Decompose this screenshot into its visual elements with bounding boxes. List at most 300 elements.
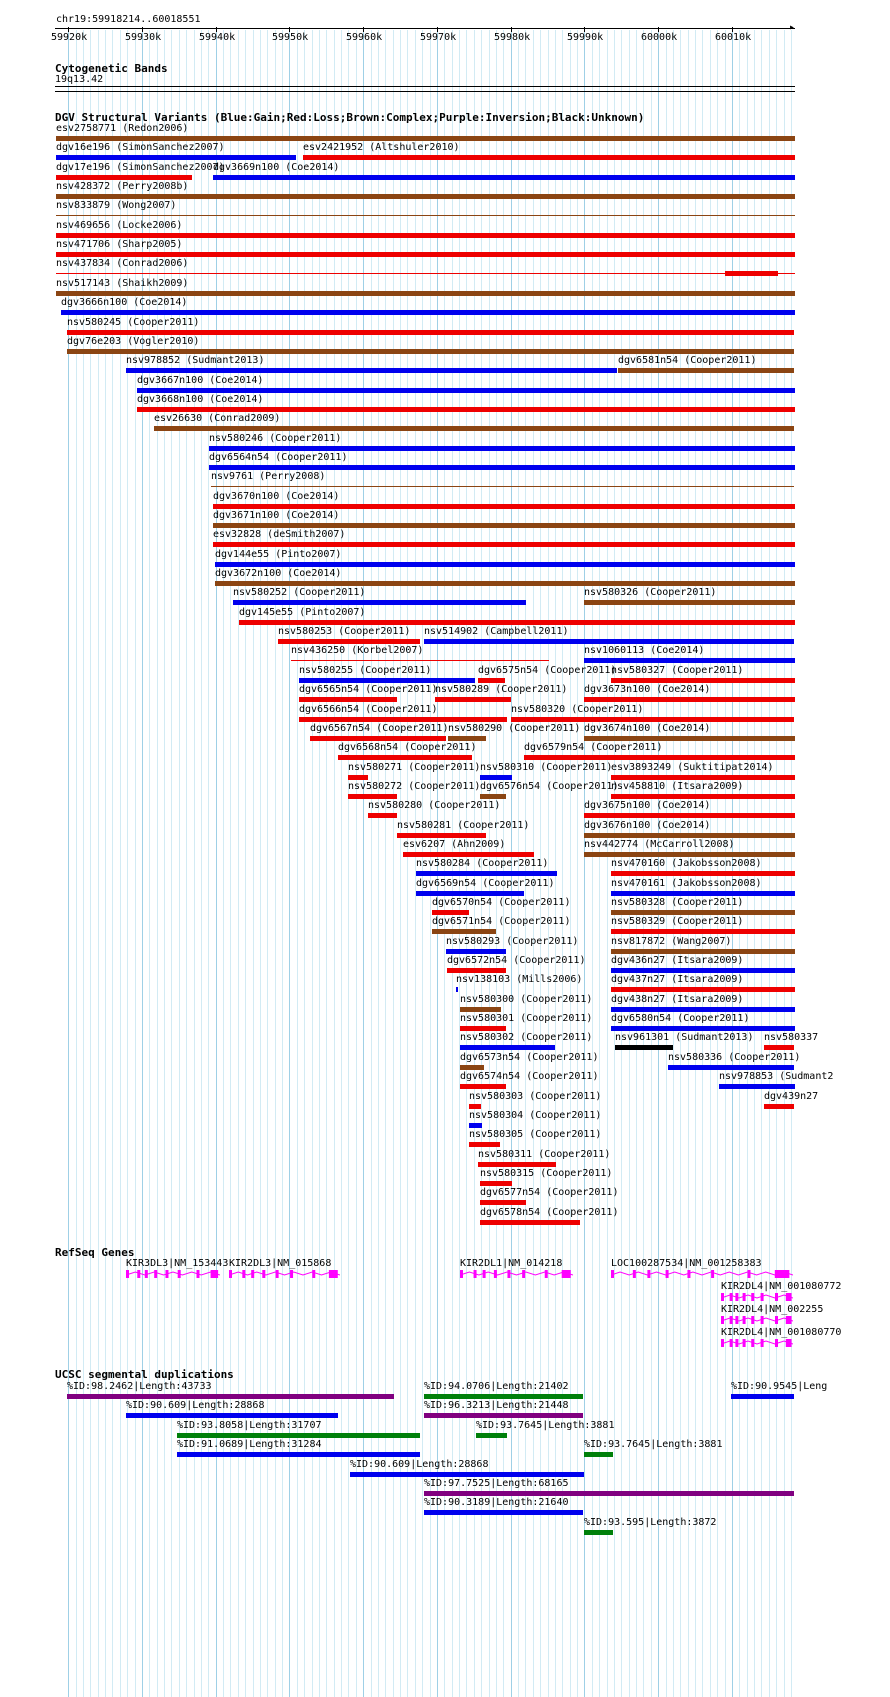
variant-label[interactable]: esv2421952 (Altshuler2010) (303, 142, 460, 153)
variant-label[interactable]: nsv580326 (Cooper2011) (584, 587, 717, 598)
variant-label[interactable]: dgv17e196 (SimonSanchez2007) (56, 162, 225, 173)
variant-label[interactable]: nsv580305 (Cooper2011) (469, 1129, 602, 1140)
variant-label[interactable]: nsv580252 (Cooper2011) (233, 587, 366, 598)
variant-bar[interactable] (213, 542, 795, 547)
variant-bar[interactable] (213, 523, 795, 528)
variant-bar[interactable] (213, 504, 795, 509)
variant-bar[interactable] (416, 871, 557, 876)
variant-bar[interactable] (56, 273, 795, 274)
variant-label[interactable]: dgv6571n54 (Cooper2011) (432, 916, 571, 927)
variant-bar[interactable] (764, 1104, 794, 1109)
variant-label[interactable]: dgv3669n100 (Coe2014) (213, 162, 340, 173)
gene-label[interactable]: KIR2DL4|NM_002255 (721, 1304, 824, 1315)
gene-exon (137, 1270, 140, 1278)
variant-bar[interactable] (303, 155, 795, 160)
variant-label[interactable]: nsv580245 (Cooper2011) (67, 317, 200, 328)
dgv-title: DGV Structural Variants (Blue:Gain;Red:Loss;Brown:Complex;Purple:Inversion;Black:Unknown) (55, 111, 645, 124)
gene-exon (775, 1270, 790, 1278)
gene-exon (229, 1270, 232, 1278)
gene-exon (290, 1270, 293, 1278)
variant-bar[interactable] (213, 175, 795, 180)
tick-label: 60000k (641, 32, 678, 43)
variant-label[interactable]: dgv6567n54 (Cooper2011) (310, 723, 449, 734)
variant-label[interactable]: nsv580329 (Cooper2011) (611, 916, 744, 927)
segdup-label[interactable]: %ID:98.2462|Length:43733 (67, 1381, 212, 1392)
segdup-bar[interactable] (476, 1433, 507, 1438)
variant-bar[interactable] (480, 1200, 526, 1205)
gene-exon (197, 1270, 200, 1278)
variant-bar[interactable] (56, 233, 795, 238)
variant-bar[interactable] (584, 658, 795, 663)
refseq-title: RefSeq Genes (55, 1246, 135, 1259)
segdup-bar[interactable] (584, 1530, 613, 1535)
variant-label[interactable]: dgv6569n54 (Cooper2011) (416, 878, 555, 889)
variant-label[interactable]: nsv833879 (Wong2007) (56, 200, 177, 211)
variant-label[interactable]: nsv580310 (Cooper2011) (480, 762, 613, 773)
variant-bar[interactable] (209, 465, 795, 470)
variant-bar[interactable] (584, 736, 795, 741)
gene-exon (711, 1270, 714, 1278)
variant-label[interactable]: dgv6581n54 (Cooper2011) (618, 355, 757, 366)
variant-label[interactable]: nsv580302 (Cooper2011) (460, 1032, 593, 1043)
variant-label[interactable]: dgv144e55 (Pinto2007) (215, 549, 342, 560)
variant-label[interactable]: nsv458810 (Itsara2009) (611, 781, 744, 792)
variant-label[interactable]: nsv580284 (Cooper2011) (416, 858, 549, 869)
variant-label[interactable]: nsv961301 (Sudmant2013) (615, 1032, 754, 1043)
variant-bar[interactable] (291, 660, 549, 661)
variant-label[interactable]: esv3893249 (Suktitipat2014) (611, 762, 774, 773)
cytoband-line-bottom (55, 91, 795, 92)
variant-label[interactable]: dgv3673n100 (Coe2014) (584, 684, 711, 695)
variant-bar[interactable] (368, 813, 397, 818)
segdup-title: UCSC segmental duplications (55, 1368, 234, 1381)
gene-exon (721, 1339, 724, 1347)
variant-label[interactable]: nsv580300 (Cooper2011) (460, 994, 593, 1005)
variant-label[interactable]: dgv76e203 (Vogler2010) (67, 336, 200, 347)
variant-bar[interactable] (611, 968, 795, 973)
segdup-label[interactable]: %ID:94.0706|Length:21402 (424, 1381, 569, 1392)
variant-label[interactable]: dgv6579n54 (Cooper2011) (524, 742, 663, 753)
variant-bar[interactable] (416, 891, 524, 896)
variant-label[interactable]: nsv817872 (Wang2007) (611, 936, 732, 947)
variant-bar[interactable] (447, 968, 506, 973)
variant-bar[interactable] (56, 291, 795, 296)
variant-bar[interactable] (211, 486, 794, 487)
variant-bar[interactable] (611, 949, 795, 954)
variant-bar[interactable] (278, 639, 420, 644)
variant-bar[interactable] (469, 1104, 481, 1109)
variant-label[interactable]: nsv437834 (Conrad2006) (56, 258, 189, 269)
gene-label[interactable]: KIR2DL1|NM_014218 (460, 1258, 563, 1269)
segdup-label[interactable]: %ID:93.595|Length:3872 (584, 1517, 717, 1528)
gene-label[interactable]: LOC100287534|NM_001258383 (611, 1258, 762, 1269)
variant-bar[interactable] (424, 639, 794, 644)
variant-label[interactable]: nsv442774 (McCarroll2008) (584, 839, 735, 850)
variant-bar[interactable] (460, 1065, 484, 1070)
variant-bar[interactable] (456, 987, 458, 992)
variant-bar[interactable] (126, 368, 617, 373)
variant-label[interactable]: nsv514902 (Campbell2011) (424, 626, 569, 637)
segdup-bar[interactable] (584, 1452, 613, 1457)
variant-bar[interactable] (480, 775, 512, 780)
variant-bar[interactable] (460, 1007, 501, 1012)
gene-exon (312, 1270, 315, 1278)
gene-exon (735, 1293, 738, 1301)
gene-exon (730, 1293, 733, 1301)
variant-label[interactable]: dgv438n27 (Itsara2009) (611, 994, 744, 1005)
gene-exon (786, 1339, 792, 1347)
segdup-bar[interactable] (731, 1394, 794, 1399)
variant-label[interactable]: nsv1060113 (Coe2014) (584, 645, 705, 656)
cytoband-title: Cytogenetic Bands (55, 62, 168, 75)
tick-label: 59980k (494, 32, 531, 43)
gene-exon (633, 1270, 636, 1278)
segdup-bar[interactable] (424, 1413, 583, 1418)
variant-block[interactable] (725, 271, 778, 276)
variant-label[interactable]: nsv580327 (Cooper2011) (611, 665, 744, 676)
gene-exon (751, 1316, 754, 1324)
gene-exon (647, 1270, 650, 1278)
segdup-label[interactable]: %ID:90.3189|Length:21640 (424, 1497, 569, 1508)
variant-label[interactable]: nsv580253 (Cooper2011) (278, 626, 411, 637)
variant-label[interactable]: nsv580311 (Cooper2011) (478, 1149, 611, 1160)
variant-bar[interactable] (524, 755, 795, 760)
segdup-label[interactable]: %ID:90.609|Length:28868 (350, 1459, 489, 1470)
gene-exon (735, 1339, 738, 1347)
variant-label[interactable]: dgv3674n100 (Coe2014) (584, 723, 711, 734)
variant-label[interactable]: dgv6566n54 (Cooper2011) (299, 704, 438, 715)
variant-bar[interactable] (56, 136, 795, 141)
variant-bar[interactable] (611, 910, 795, 915)
variant-label[interactable]: dgv6570n54 (Cooper2011) (432, 897, 571, 908)
variant-label[interactable]: dgv6577n54 (Cooper2011) (480, 1187, 619, 1198)
variant-label[interactable]: dgv145e55 (Pinto2007) (239, 607, 366, 618)
variant-label[interactable]: dgv6575n54 (Cooper2011) (478, 665, 617, 676)
variant-bar[interactable] (584, 833, 795, 838)
variant-label[interactable]: esv2758771 (Redon2006) (56, 123, 189, 134)
variant-label[interactable]: esv26630 (Conrad2009) (154, 413, 281, 424)
gene-exon (786, 1316, 792, 1324)
gene-model[interactable] (229, 1269, 340, 1281)
tick-label: 59950k (272, 32, 309, 43)
variant-bar[interactable] (611, 891, 795, 896)
segdup-bar[interactable] (424, 1510, 583, 1515)
variant-label[interactable]: dgv3668n100 (Coe2014) (137, 394, 264, 405)
variant-label[interactable]: nsv580301 (Cooper2011) (460, 1013, 593, 1024)
variant-label[interactable]: nsv580320 (Cooper2011) (511, 704, 644, 715)
variant-label[interactable]: dgv6564n54 (Cooper2011) (209, 452, 348, 463)
variant-bar[interactable] (310, 736, 446, 741)
gene-model[interactable] (721, 1315, 793, 1327)
gene-exon (743, 1316, 746, 1324)
segdup-bar[interactable] (177, 1433, 420, 1438)
gene-exon (721, 1293, 724, 1301)
gene-exon (687, 1270, 690, 1278)
variant-label[interactable]: nsv471706 (Sharp2005) (56, 239, 183, 250)
tick-label: 59960k (346, 32, 383, 43)
variant-label[interactable]: dgv439n27 (764, 1091, 819, 1102)
variant-bar[interactable] (56, 194, 795, 199)
variant-label[interactable]: dgv3676n100 (Coe2014) (584, 820, 711, 831)
gene-exon (276, 1270, 279, 1278)
gene-model[interactable] (721, 1338, 793, 1350)
variant-label[interactable]: nsv580255 (Cooper2011) (299, 665, 432, 676)
gene-exon (494, 1270, 497, 1278)
variant-bar[interactable] (460, 1084, 506, 1089)
variant-bar[interactable] (460, 1045, 555, 1050)
variant-bar[interactable] (460, 1026, 506, 1031)
gene-exon (748, 1270, 751, 1278)
tick-label: 59990k (567, 32, 604, 43)
gene-exon (178, 1270, 181, 1278)
gene-intron (229, 1272, 340, 1275)
variant-bar[interactable] (478, 678, 505, 683)
gene-exon (154, 1270, 157, 1278)
variant-label[interactable]: dgv3670n100 (Coe2014) (213, 491, 340, 502)
variant-label[interactable]: dgv16e196 (SimonSanchez2007) (56, 142, 225, 153)
variant-label[interactable]: nsv580336 (Cooper2011) (668, 1052, 801, 1063)
gene-model[interactable] (721, 1292, 793, 1304)
variant-label[interactable]: dgv3671n100 (Coe2014) (213, 510, 340, 521)
variant-bar[interactable] (611, 775, 795, 780)
variant-bar[interactable] (61, 310, 795, 315)
variant-label[interactable]: nsv469656 (Locke2006) (56, 220, 183, 231)
variant-label[interactable]: nsv978852 (Sudmant2013) (126, 355, 265, 366)
variant-bar[interactable] (67, 330, 794, 335)
variant-bar[interactable] (403, 852, 534, 857)
variant-label[interactable]: esv6207 (Ahn2009) (403, 839, 506, 850)
segdup-bar[interactable] (67, 1394, 394, 1399)
gene-exon (211, 1270, 219, 1278)
gene-exon (483, 1270, 486, 1278)
variant-bar[interactable] (478, 1162, 556, 1167)
variant-bar[interactable] (446, 949, 506, 954)
variant-bar[interactable] (233, 600, 526, 605)
variant-label[interactable]: nsv580328 (Cooper2011) (611, 897, 744, 908)
variant-bar[interactable] (56, 215, 795, 216)
segdup-label[interactable]: %ID:93.7645|Length:3881 (476, 1420, 615, 1431)
gene-exon (329, 1270, 338, 1278)
variant-bar[interactable] (154, 426, 794, 431)
gene-exon (743, 1293, 746, 1301)
gene-exon (507, 1270, 510, 1278)
variant-bar[interactable] (338, 755, 472, 760)
variant-bar[interactable] (719, 1084, 795, 1089)
variant-label[interactable]: nsv9761 (Perry2008) (211, 471, 326, 482)
variant-label[interactable]: dgv6576n54 (Cooper2011) (480, 781, 619, 792)
variant-bar[interactable] (348, 794, 397, 799)
variant-label[interactable]: nsv580303 (Cooper2011) (469, 1091, 602, 1102)
variant-label[interactable]: esv32828 (deSmith2007) (213, 529, 346, 540)
gene-exon (775, 1316, 778, 1324)
gene-exon (522, 1270, 525, 1278)
segdup-label[interactable]: %ID:90.9545|Leng (731, 1381, 828, 1392)
gene-model[interactable] (611, 1269, 793, 1281)
segdup-bar[interactable] (126, 1413, 338, 1418)
variant-label[interactable]: nsv580272 (Cooper2011) (348, 781, 481, 792)
variant-label[interactable]: dgv6573n54 (Cooper2011) (460, 1052, 599, 1063)
variant-bar[interactable] (432, 910, 469, 915)
segdup-bar[interactable] (350, 1472, 584, 1477)
variant-label[interactable]: nsv517143 (Shaikh2009) (56, 278, 189, 289)
gene-exon (474, 1270, 477, 1278)
variant-bar[interactable] (764, 1045, 794, 1050)
variant-bar[interactable] (215, 562, 795, 567)
variant-bar[interactable] (480, 1220, 580, 1225)
variant-bar[interactable] (137, 407, 795, 412)
variant-bar[interactable] (584, 600, 795, 605)
variant-bar[interactable] (215, 581, 795, 586)
variant-label[interactable]: nsv580293 (Cooper2011) (446, 936, 579, 947)
gene-exon (145, 1270, 148, 1278)
tick-label: 59920k (51, 32, 88, 43)
variant-bar[interactable] (611, 1026, 795, 1031)
variant-label[interactable]: dgv437n27 (Itsara2009) (611, 974, 744, 985)
variant-label[interactable]: dgv3666n100 (Coe2014) (61, 297, 188, 308)
variant-bar[interactable] (611, 794, 795, 799)
variant-label[interactable]: nsv580271 (Cooper2011) (348, 762, 481, 773)
gene-intron (611, 1272, 793, 1275)
variant-label[interactable]: nsv978853 (Sudmant2 (719, 1071, 834, 1082)
segdup-label[interactable]: %ID:90.609|Length:28868 (126, 1400, 265, 1411)
variant-bar[interactable] (469, 1123, 482, 1128)
variant-label[interactable]: nsv436250 (Korbel2007) (291, 645, 424, 656)
gene-model[interactable] (460, 1269, 573, 1281)
gene-exon (611, 1270, 614, 1278)
gene-exon (721, 1316, 724, 1324)
variant-bar[interactable] (435, 697, 511, 702)
variant-bar[interactable] (611, 929, 795, 934)
cytoband-line-top (55, 86, 795, 87)
variant-label[interactable]: nsv428372 (Perry2008b) (56, 181, 189, 192)
variant-bar[interactable] (584, 697, 795, 702)
segdup-label[interactable]: %ID:93.8058|Length:31707 (177, 1420, 322, 1431)
variant-bar[interactable] (584, 813, 795, 818)
variant-label[interactable]: dgv3667n100 (Coe2014) (137, 375, 264, 386)
gene-exon (562, 1270, 571, 1278)
variant-bar[interactable] (611, 678, 795, 683)
variant-bar[interactable] (397, 833, 486, 838)
gene-exon (751, 1293, 754, 1301)
variant-bar[interactable] (239, 620, 795, 625)
variant-label[interactable]: nsv580315 (Cooper2011) (480, 1168, 613, 1179)
gene-exon (743, 1339, 746, 1347)
gene-exon (761, 1293, 764, 1301)
segdup-bar[interactable] (424, 1394, 583, 1399)
variant-label[interactable]: dgv6580n54 (Cooper2011) (611, 1013, 750, 1024)
variant-bar[interactable] (618, 368, 794, 373)
segdup-label[interactable]: %ID:96.3213|Length:21448 (424, 1400, 569, 1411)
variant-bar[interactable] (299, 678, 475, 683)
variant-bar[interactable] (584, 852, 795, 857)
variant-bar[interactable] (615, 1045, 673, 1050)
variant-label[interactable]: nsv580289 (Cooper2011) (435, 684, 568, 695)
variant-bar[interactable] (611, 987, 795, 992)
gene-model[interactable] (126, 1269, 220, 1281)
variant-bar[interactable] (348, 775, 368, 780)
variant-bar[interactable] (448, 736, 486, 741)
segdup-bar[interactable] (177, 1452, 420, 1457)
variant-bar[interactable] (209, 446, 795, 451)
gene-exon (242, 1270, 245, 1278)
variant-label[interactable]: dgv3675n100 (Coe2014) (584, 800, 711, 811)
variant-bar[interactable] (480, 794, 506, 799)
variant-bar[interactable] (56, 155, 296, 160)
variant-label[interactable]: dgv6572n54 (Cooper2011) (447, 955, 586, 966)
gene-label[interactable]: KIR2DL4|NM_001080772 (721, 1281, 842, 1292)
segdup-label[interactable]: %ID:97.7525|Length:68165 (424, 1478, 569, 1489)
gene-exon (751, 1339, 754, 1347)
variant-label[interactable]: dgv6565n54 (Cooper2011) (299, 684, 438, 695)
gene-exon (165, 1270, 168, 1278)
variant-label[interactable]: dgv3672n100 (Coe2014) (215, 568, 342, 579)
gene-intron (460, 1272, 573, 1275)
gene-exon (251, 1270, 254, 1278)
segdup-label[interactable]: %ID:93.7645|Length:3881 (584, 1439, 723, 1450)
variant-bar[interactable] (137, 388, 795, 393)
ruler-line (55, 28, 795, 29)
variant-label[interactable]: dgv436n27 (Itsara2009) (611, 955, 744, 966)
position-label: chr19:59918214..60018551 (56, 14, 201, 25)
variant-label[interactable]: nsv580280 (Cooper2011) (368, 800, 501, 811)
tick-label: 59940k (199, 32, 236, 43)
tick-label: 59930k (125, 32, 162, 43)
variant-bar[interactable] (56, 252, 795, 257)
variant-label[interactable]: dgv6568n54 (Cooper2011) (338, 742, 477, 753)
variant-bar[interactable] (67, 349, 794, 354)
gene-exon (775, 1293, 778, 1301)
gene-exon (786, 1293, 792, 1301)
variant-bar[interactable] (299, 717, 507, 722)
variant-bar[interactable] (668, 1065, 794, 1070)
gene-exon (262, 1270, 265, 1278)
variant-label[interactable]: dgv6574n54 (Cooper2011) (460, 1071, 599, 1082)
variant-label[interactable]: nsv580337 (764, 1032, 819, 1043)
variant-bar[interactable] (432, 929, 496, 934)
variant-label[interactable]: nsv580290 (Cooper2011) (448, 723, 581, 734)
variant-label[interactable]: nsv580246 (Cooper2011) (209, 433, 342, 444)
gene-exon (730, 1339, 733, 1347)
variant-bar[interactable] (611, 1007, 795, 1012)
variant-label[interactable]: nsv580304 (Cooper2011) (469, 1110, 602, 1121)
tick-label: 60010k (715, 32, 752, 43)
gene-label[interactable]: KIR3DL3|NM_153443 (126, 1258, 229, 1269)
gene-label[interactable]: KIR2DL3|NM_015868 (229, 1258, 332, 1269)
gene-label[interactable]: KIR2DL4|NM_001080770 (721, 1327, 842, 1338)
variant-bar[interactable] (511, 717, 794, 722)
variant-bar[interactable] (56, 175, 192, 180)
variant-label[interactable]: nsv470161 (Jakobsson2008) (611, 878, 762, 889)
gene-exon (735, 1316, 738, 1324)
variant-bar[interactable] (299, 697, 397, 702)
segdup-label[interactable]: %ID:91.0689|Length:31284 (177, 1439, 322, 1450)
variant-bar[interactable] (469, 1142, 500, 1147)
gene-exon (761, 1316, 764, 1324)
gene-exon (666, 1270, 669, 1278)
gene-exon (126, 1270, 129, 1278)
variant-label[interactable]: nsv470160 (Jakobsson2008) (611, 858, 762, 869)
variant-bar[interactable] (611, 871, 795, 876)
variant-bar[interactable] (480, 1181, 512, 1186)
tick-label: 59970k (420, 32, 457, 43)
variant-label[interactable]: dgv6578n54 (Cooper2011) (480, 1207, 619, 1218)
variant-label[interactable]: nsv138103 (Mills2006) (456, 974, 583, 985)
variant-label[interactable]: nsv580281 (Cooper2011) (397, 820, 530, 831)
gene-exon (460, 1270, 463, 1278)
segdup-bar[interactable] (424, 1491, 794, 1496)
ruler-arrow-icon: ▸ (789, 22, 796, 33)
cytoband-label: 19q13.42 (55, 74, 104, 85)
